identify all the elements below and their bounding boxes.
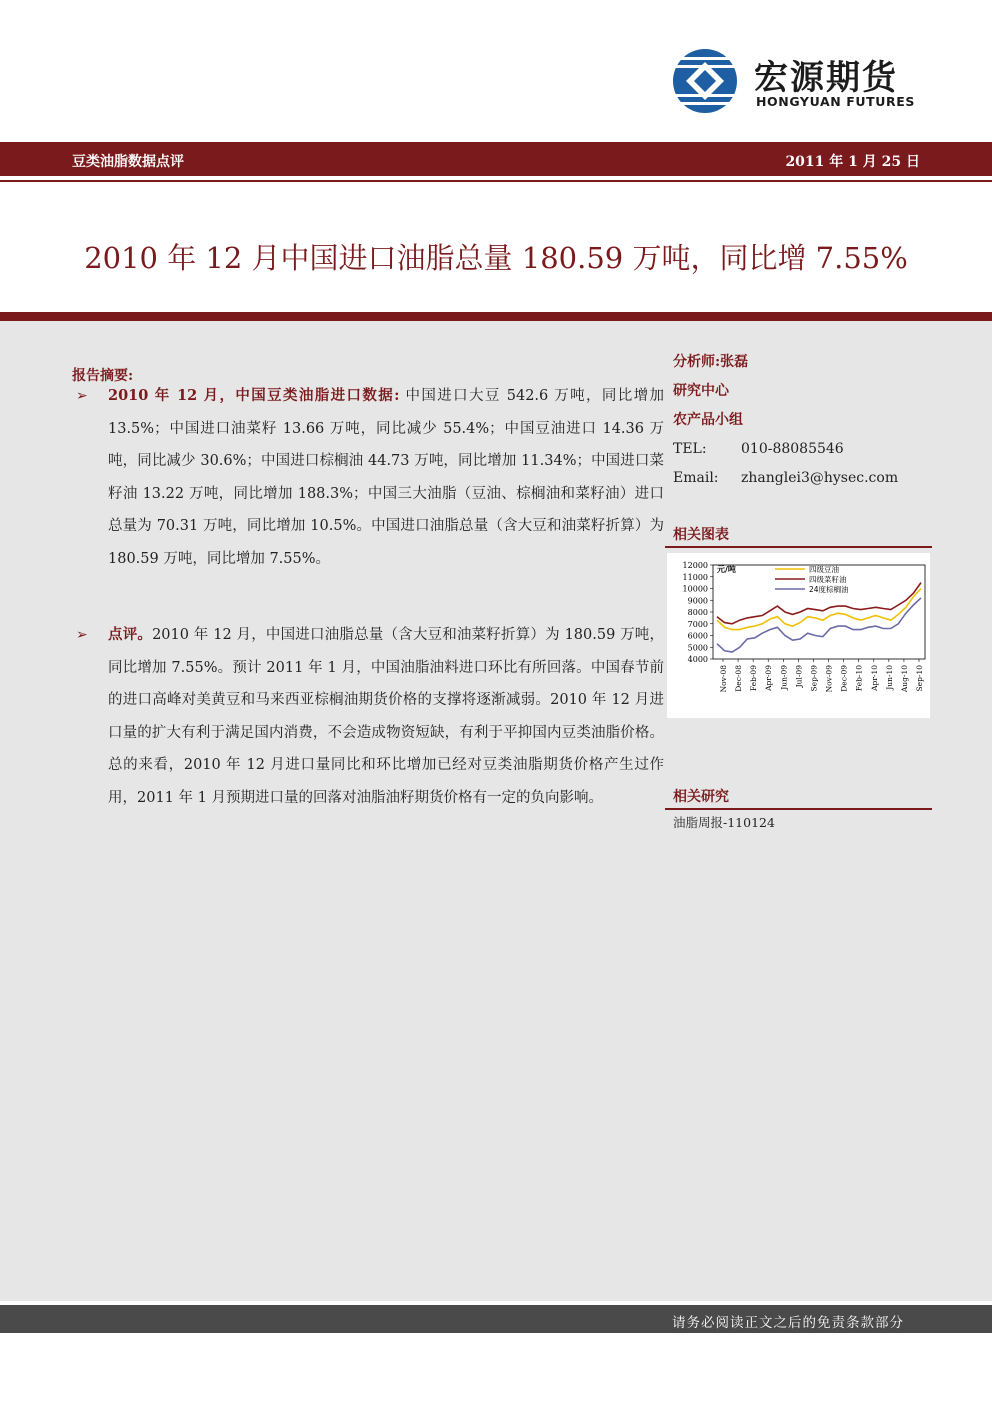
report-category: 豆类油脂数据点评 — [72, 154, 184, 170]
x-tick-label: Apr-09 — [764, 665, 774, 691]
bullet-arrow-icon: ➢ — [76, 388, 88, 404]
price-chart — [667, 553, 930, 718]
email-label: Email: — [673, 470, 719, 486]
related-research-header — [665, 782, 932, 810]
email-value[interactable]: zhanglei3@hysec.com — [741, 470, 899, 486]
y-tick-label: 4000 — [687, 655, 708, 664]
x-tick-label: Feb-09 — [749, 665, 759, 692]
bullet-lead: 2010 年 12 月，中国豆类油脂进口数据: — [108, 387, 400, 404]
x-tick-label: Feb-10 — [854, 665, 864, 692]
x-tick-label: Sep-09 — [809, 665, 819, 692]
header-divider — [0, 180, 992, 182]
y-tick-label: 9000 — [687, 596, 708, 606]
x-tick-label: Nov-08 — [719, 665, 728, 693]
legend-label-2: 24度棕榈油 — [809, 585, 849, 594]
price-chart-svg — [667, 553, 930, 718]
bullet-lead: 点评。 — [108, 626, 153, 643]
analyst-info — [673, 348, 933, 493]
page-title: 2010 年 12 月中国进口油脂总量 180.59 万吨，同比增 7.55% — [84, 241, 908, 275]
x-tick-label: Aug-10 — [899, 665, 909, 693]
summary-bullet-comment — [76, 619, 664, 814]
logo-name-cn: 宏源期货 — [754, 58, 898, 98]
y-tick-label: 8000 — [687, 608, 708, 617]
y-tick-label: 12000 — [682, 561, 708, 570]
bullet-text: 2010 年 12 月，中国进口油脂总量（含大豆和油菜籽折算）为 180.59 万吨，同比增加 7.55%。预计 2011 年 1 月，中国油脂油料进口环比有所回落。中国春节前的进口高峰对美黄豆和马来西亚棕榈油期货价格的支撑将逐渐减弱。2010 年 12 月进口量的扩大有利于满足国内消费，不会造成物资短缺，有利于平抑国内豆类油脂价格。总的来看，2010 年 12 月进口量同比和环比增加已经对豆类油脂期货价格产生过作用，2011 年 1 月预期进口量的回落对油脂油籽期货价格有一定的负向影响。 — [108, 627, 664, 806]
bullet-arrow-icon: ➢ — [76, 627, 88, 643]
tel-label: TEL: — [673, 441, 707, 457]
legend-label-0: 四级豆油 — [809, 565, 839, 574]
company-logo — [672, 46, 922, 116]
x-tick-label: Nov-09 — [824, 665, 834, 693]
analyst-group: 农产品小组 — [673, 412, 743, 428]
analyst-tel — [673, 435, 933, 464]
related-research-item[interactable]: 油脂周报-110124 — [673, 815, 775, 830]
header-band — [0, 142, 992, 176]
unit-label: 元/吨 — [717, 565, 736, 574]
footer-disclaimer: 请务必阅读正文之后的免责条款部分 — [672, 1315, 904, 1331]
x-tick-label: Apr-10 — [869, 665, 879, 691]
x-tick-label: Dec-08 — [734, 665, 744, 692]
x-tick-label: Jun-09 — [779, 665, 789, 690]
x-tick-label: Jul-09 — [794, 665, 804, 688]
logo-name-en: HONGYUAN FUTURES — [756, 94, 915, 109]
related-charts-header — [665, 520, 932, 548]
y-tick-label: 11000 — [682, 572, 708, 582]
footer-band — [0, 1305, 992, 1333]
report-date: 2011 年 1 月 25 日 — [785, 154, 920, 170]
related-charts-heading: 相关图表 — [673, 527, 729, 543]
related-research-heading: 相关研究 — [673, 789, 729, 805]
y-tick-label: 6000 — [687, 631, 708, 641]
logo-emblem-icon — [672, 48, 738, 114]
analyst-name: 分析师:张磊 — [673, 354, 749, 370]
summary-bullet-data — [76, 380, 664, 575]
analyst-email — [673, 464, 933, 493]
analyst-dept: 研究中心 — [673, 383, 729, 399]
summary-heading: 报告摘要: — [72, 368, 134, 384]
x-tick-label: Sep-10 — [915, 665, 924, 692]
y-tick-label: 5000 — [687, 643, 708, 653]
x-tick-label: Dec-09 — [839, 665, 849, 692]
x-tick-label: Jun-10 — [884, 665, 894, 690]
y-tick-label: 7000 — [687, 619, 708, 629]
series-line-2 — [717, 598, 921, 652]
bullet-text: 中国进口大豆 542.6 万吨，同比增加 13.5%；中国进口油菜籽 13.66 万吨，同比减少 55.4%；中国豆油进口 14.36 万吨，同比减少 30.6%；中国进口棕榈油 44.73 万吨，同比增加 11.34%；中国进口菜籽油 13.22 万吨，同比增加 188.3%；中国三大油脂（豆油、棕榈油和菜籽油）进口总量为 70.31 万吨，同比增加 10.5%。中国进口油脂总量（含大豆和油菜籽折算）为 180.59 万吨，同比增加 7.55%。 — [108, 388, 664, 567]
legend-label-1: 四级菜籽油 — [809, 575, 847, 584]
tel-value: 010-88085546 — [741, 441, 844, 457]
title-divider — [0, 312, 992, 321]
y-tick-label: 10000 — [682, 584, 708, 594]
